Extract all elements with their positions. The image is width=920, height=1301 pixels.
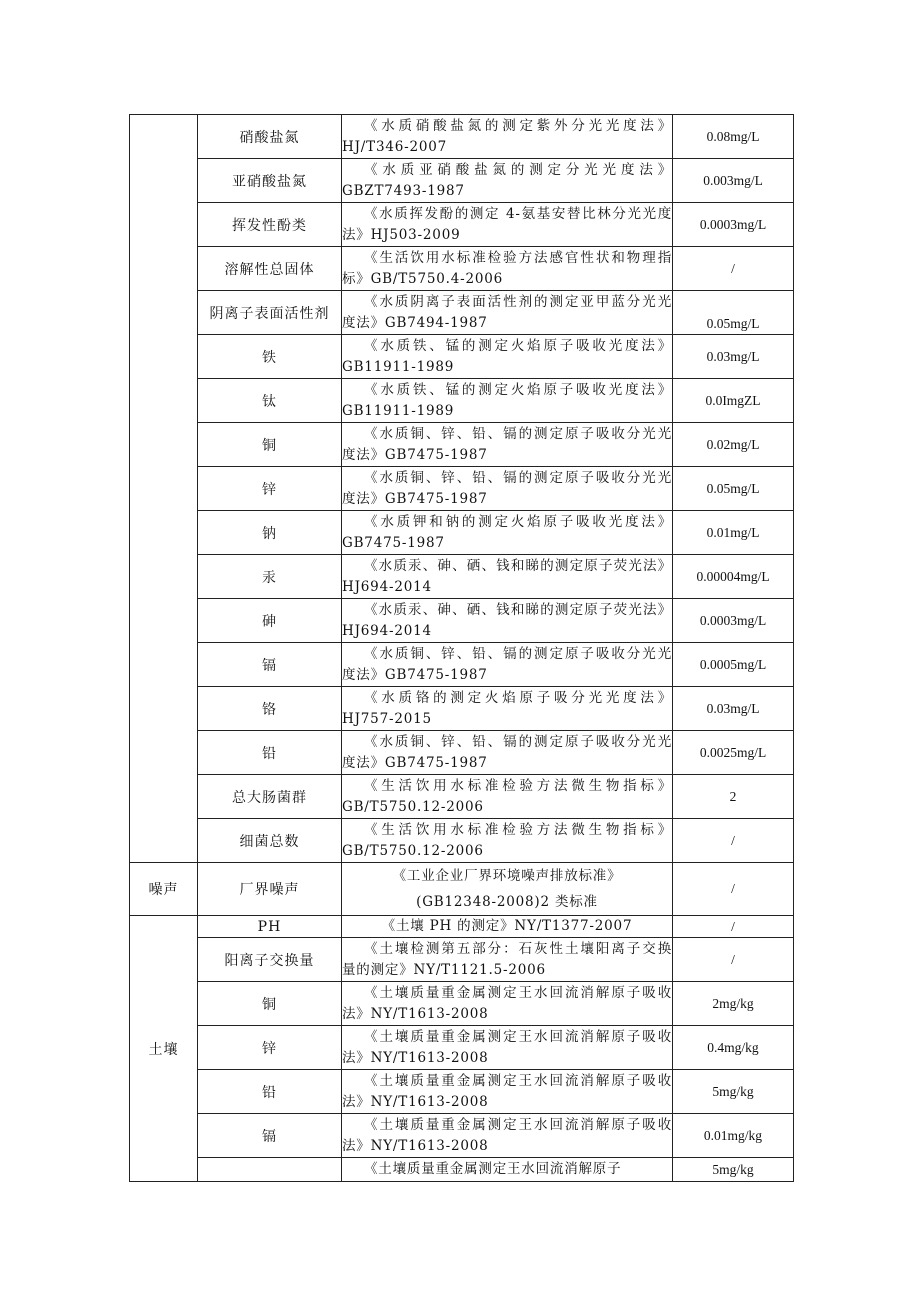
item-cell: 汞 — [198, 555, 342, 599]
method-line-1: 《土壤 PH 的测定》NY/T1377-2007 — [381, 918, 633, 934]
method-line-1: 《水质铜、锌、铅、镉的测定原子吸收分光光 — [364, 425, 672, 442]
method-cell — [342, 982, 673, 1026]
method-line-2: GB7475-1987 — [342, 534, 445, 551]
method-cell — [342, 687, 673, 731]
item-cell: 亚硝酸盐氮 — [198, 159, 342, 203]
item-cell: 铬 — [198, 687, 342, 731]
table-row — [130, 511, 794, 555]
table-row — [130, 1158, 794, 1182]
table-row — [130, 203, 794, 247]
limit-cell: / — [673, 863, 794, 916]
item-cell: 锌 — [198, 1026, 342, 1070]
item-cell: 铜 — [198, 423, 342, 467]
method-line-2: GB/T5750.12-2006 — [342, 842, 484, 859]
limit-cell: 5mg/kg — [673, 1070, 794, 1114]
item-cell: 铅 — [198, 731, 342, 775]
limit-cell: 0.01mg/kg — [673, 1114, 794, 1158]
method-line-2: 度法》GB7475-1987 — [342, 666, 488, 683]
method-line-1: 《工业企业厂界环境噪声排放标准》 — [392, 868, 622, 884]
item-cell: 铜 — [198, 982, 342, 1026]
limit-cell: 0.0005mg/L — [673, 643, 794, 687]
method-line-1: 《土壤质量重金属测定王水回流消解原子 — [364, 1161, 622, 1177]
method-line-1: 《水质铜、锌、铅、镉的测定原子吸收分光光 — [364, 645, 672, 662]
table-row — [130, 938, 794, 982]
method-line-1: 《水质硝酸盐氮的测定紫外分光光度法》 — [364, 117, 672, 134]
method-line-1: 《水质铁、锰的测定火焰原子吸收光度法》 — [364, 381, 672, 398]
method-line-1: 《土壤质量重金属测定王水回流消解原子吸收 — [364, 1028, 672, 1045]
method-line-1: 《水质铬的测定火焰原子吸分光光度法》 — [364, 689, 672, 706]
limit-cell: 2mg/kg — [673, 982, 794, 1026]
method-line-1: 《生活饮用水标准检验方法微生物指标》 — [364, 777, 672, 794]
limit-cell: 0.08mg/L — [673, 115, 794, 159]
item-cell: 阳离子交换量 — [198, 938, 342, 982]
method-line-2: HJ694-2014 — [342, 622, 432, 639]
table-row — [130, 555, 794, 599]
method-line-1: 《水质汞、砷、硒、钱和睇的测定原子荧光法》 — [364, 557, 672, 574]
method-line-2: 度法》GB7475-1987 — [342, 754, 488, 771]
method-cell — [342, 916, 673, 938]
limit-cell: 0.003mg/L — [673, 159, 794, 203]
method-line-1: 《水质铁、锰的测定火焰原子吸收光度法》 — [364, 337, 672, 354]
method-line-2: 法》NY/T1613-2008 — [342, 1093, 489, 1110]
item-cell: 铁 — [198, 335, 342, 379]
method-line-2: (GB12348-2008)2 类标准 — [416, 894, 598, 910]
item-cell: 钠 — [198, 511, 342, 555]
method-line-2: 法》HJ503-2009 — [342, 226, 461, 243]
limit-cell: 0.0003mg/L — [673, 203, 794, 247]
table-row — [130, 982, 794, 1026]
item-cell: 总大肠菌群 — [198, 775, 342, 819]
limit-cell: 0.4mg/kg — [673, 1026, 794, 1070]
method-line-1: 《水质铜、锌、铅、镉的测定原子吸收分光光 — [364, 733, 672, 750]
method-line-2: HJ757-2015 — [342, 710, 432, 727]
method-line-1: 《生活饮用水标准检验方法微生物指标》 — [364, 821, 672, 838]
limit-cell: 5mg/kg — [673, 1158, 794, 1182]
method-line-1: 《水质亚硝酸盐氮的测定分光光度法》 — [364, 161, 672, 178]
item-cell: PH — [198, 916, 342, 938]
item-cell: 阴离子表面活性剂 — [198, 291, 342, 335]
item-cell: 镉 — [198, 1114, 342, 1158]
item-cell: 钛 — [198, 379, 342, 423]
method-line-1: 《土壤检测第五部分：石灰性土壤阳离子交换 — [364, 940, 672, 957]
method-line-2: HJ/T346-2007 — [342, 138, 448, 155]
limit-cell: 0.02mg/L — [673, 423, 794, 467]
method-cell — [342, 115, 673, 159]
method-cell — [342, 599, 673, 643]
method-line-2: 法》NY/T1613-2008 — [342, 1049, 489, 1066]
limit-cell: 2 — [673, 775, 794, 819]
table-row — [130, 247, 794, 291]
item-cell — [198, 1158, 342, 1182]
table-row — [130, 335, 794, 379]
limit-cell: 0.05mg/L — [673, 291, 794, 335]
item-cell: 挥发性酚类 — [198, 203, 342, 247]
category-cell-water — [130, 115, 198, 863]
limit-cell: 0.03mg/L — [673, 335, 794, 379]
limit-cell: 0.01mg/L — [673, 511, 794, 555]
method-cell — [342, 1026, 673, 1070]
method-line-1: 《土壤质量重金属测定王水回流消解原子吸收 — [364, 984, 672, 1001]
method-line-2: 度法》GB7494-1987 — [342, 314, 488, 331]
method-line-2: 法》NY/T1613-2008 — [342, 1005, 489, 1022]
table-row — [130, 819, 794, 863]
limit-cell: / — [673, 916, 794, 938]
item-cell: 溶解性总固体 — [198, 247, 342, 291]
limit-cell: / — [673, 819, 794, 863]
method-line-1: 《水质钾和钠的测定火焰原子吸收光度法》 — [364, 513, 672, 530]
method-line-2: 法》NY/T1613-2008 — [342, 1137, 489, 1154]
limit-cell: 0.03mg/L — [673, 687, 794, 731]
method-line-2: 度法》GB7475-1987 — [342, 490, 488, 507]
table-row — [130, 159, 794, 203]
method-line-2: HJ694-2014 — [342, 578, 432, 595]
method-cell — [342, 555, 673, 599]
method-line-2: GB11911-1989 — [342, 358, 455, 375]
item-cell: 细菌总数 — [198, 819, 342, 863]
method-cell — [342, 423, 673, 467]
method-line-1: 《水质铜、锌、铅、镉的测定原子吸收分光光 — [364, 469, 672, 486]
category-cell-soil: 土壤 — [130, 916, 198, 1182]
table-row — [130, 863, 794, 916]
method-cell — [342, 731, 673, 775]
method-cell — [342, 159, 673, 203]
table-row — [130, 467, 794, 511]
item-cell: 砷 — [198, 599, 342, 643]
table-row — [130, 115, 794, 159]
table-row — [130, 291, 794, 335]
method-line-2: GB11911-1989 — [342, 402, 455, 419]
method-line-1: 《水质汞、砷、硒、钱和睇的测定原子荧光法》 — [364, 601, 672, 618]
table-row — [130, 379, 794, 423]
methods-table — [129, 114, 794, 1182]
method-line-2: 标》GB/T5750.4-2006 — [342, 270, 504, 287]
table-row — [130, 423, 794, 467]
method-cell — [342, 511, 673, 555]
table-row — [130, 731, 794, 775]
table-row — [130, 1026, 794, 1070]
table-row — [130, 775, 794, 819]
method-cell — [342, 643, 673, 687]
method-cell — [342, 247, 673, 291]
limit-cell: 0.0ImgZL — [673, 379, 794, 423]
method-cell — [342, 335, 673, 379]
method-line-1: 《土壤质量重金属测定王水回流消解原子吸收 — [364, 1116, 672, 1133]
method-cell — [342, 291, 673, 335]
table-row — [130, 643, 794, 687]
table-row — [130, 916, 794, 938]
method-line-1: 《土壤质量重金属测定王水回流消解原子吸收 — [364, 1072, 672, 1089]
method-line-2: 度法》GB7475-1987 — [342, 446, 488, 463]
method-line-1: 《水质挥发酚的测定 4-氨基安替比林分光光度 — [364, 205, 672, 222]
methods-table-body — [130, 115, 794, 1182]
table-row — [130, 1070, 794, 1114]
limit-cell: 0.0025mg/L — [673, 731, 794, 775]
method-cell — [342, 819, 673, 863]
method-line-1: 《水质阴离子表面活性剂的测定亚甲蓝分光光 — [364, 293, 672, 310]
method-cell — [342, 863, 673, 916]
method-cell — [342, 1114, 673, 1158]
method-line-2: 量的测定》NY/T1121.5-2006 — [342, 961, 546, 978]
method-line-1: 《生活饮用水标准检验方法感官性状和物理指 — [364, 249, 672, 266]
method-cell — [342, 467, 673, 511]
limit-cell: 0.0003mg/L — [673, 599, 794, 643]
method-cell — [342, 203, 673, 247]
method-line-2: GB/T5750.12-2006 — [342, 798, 484, 815]
table-row — [130, 1114, 794, 1158]
item-cell: 硝酸盐氮 — [198, 115, 342, 159]
item-cell: 锌 — [198, 467, 342, 511]
item-cell: 铅 — [198, 1070, 342, 1114]
limit-cell: 0.00004mg/L — [673, 555, 794, 599]
table-row — [130, 599, 794, 643]
method-cell — [342, 1070, 673, 1114]
table-row — [130, 687, 794, 731]
limit-cell: 0.05mg/L — [673, 467, 794, 511]
item-cell: 镉 — [198, 643, 342, 687]
method-cell — [342, 775, 673, 819]
limit-cell: / — [673, 938, 794, 982]
method-line-2: GBZT7493-1987 — [342, 182, 465, 199]
item-cell: 厂界噪声 — [198, 863, 342, 916]
method-cell — [342, 1158, 673, 1182]
method-cell — [342, 938, 673, 982]
category-cell-noise: 噪声 — [130, 863, 198, 916]
limit-cell: / — [673, 247, 794, 291]
method-cell — [342, 379, 673, 423]
